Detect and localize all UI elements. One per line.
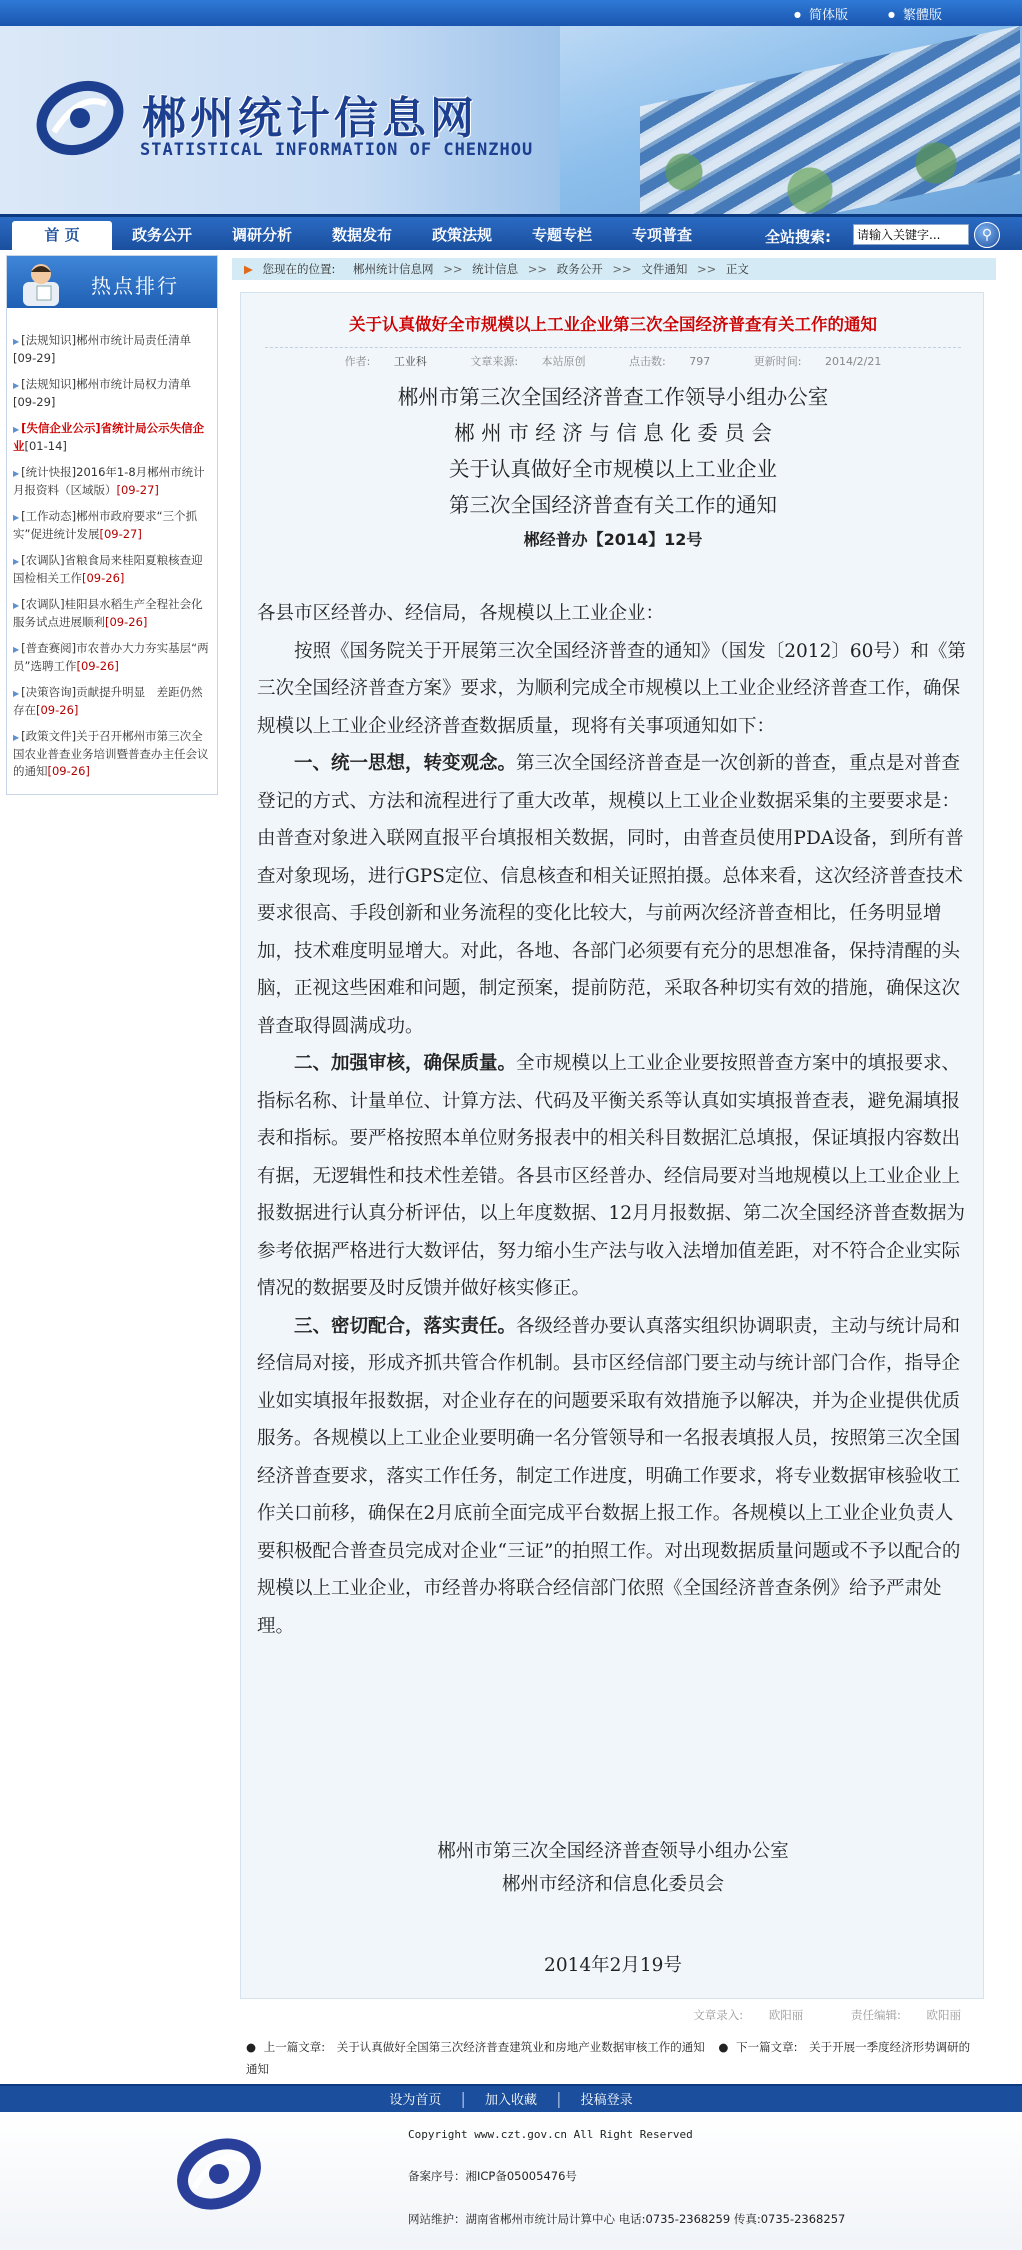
site-title: 郴州统计信息网: [142, 93, 478, 144]
breadcrumb-gov-affairs-link[interactable]: 政务公开: [556, 262, 603, 276]
submit-login-link[interactable]: 投稿登录: [580, 2093, 633, 2108]
hot-item-title[interactable]: [政策文件]关于召开郴州市第三次全国农业普查业务培训暨普查办主任会议的通知: [13, 729, 209, 778]
hot-item-date: [09-29]: [13, 395, 56, 409]
recorder-value: 欧阳丽: [768, 2008, 804, 2022]
author-value: 工业科: [393, 355, 427, 368]
add-favorite-link[interactable]: 加入收藏: [484, 2093, 537, 2108]
document-number: 郴经普办【2014】12号: [523, 530, 703, 549]
section-paragraph: [257, 1045, 969, 1308]
search-button[interactable]: [974, 222, 1000, 248]
footer-separator: |: [460, 2089, 466, 2108]
hot-list-item[interactable]: [11, 420, 213, 455]
breadcrumb-separator: >>: [443, 262, 463, 276]
lang-traditional-link[interactable]: ● 繁體版: [888, 4, 942, 23]
next-article-link[interactable]: 关于开展一季度经济形势调研的通知: [246, 2040, 971, 2076]
sidebar-title: 热点排行: [91, 274, 179, 298]
hot-item-date: [01-14]: [24, 439, 67, 453]
icp-text: 备案序号：湘ICP备05005476号: [408, 2169, 577, 2183]
footer-separator: |: [556, 2089, 562, 2108]
site-footer: [0, 2112, 1022, 2250]
hot-item-title[interactable]: [农调队]省粮食局来桂阳夏粮核查迎国检相关工作: [13, 553, 203, 585]
hot-item-title[interactable]: [农调队]桂阳县水稻生产全程社会化服务试点进展顺利: [13, 597, 203, 629]
set-homepage-link[interactable]: 设为首页: [389, 2093, 442, 2108]
breadcrumb-home-link[interactable]: 郴州统计信息网: [353, 262, 434, 276]
search-input[interactable]: [853, 224, 969, 245]
section-heading: 一、统一思想，转变观念。: [294, 753, 517, 774]
site-subtitle: STATISTICAL INFORMATION OF CHENZHOU: [140, 140, 534, 160]
updated-label: 更新时间:: [753, 355, 802, 368]
search-label: 全站搜索:: [765, 228, 831, 246]
copyright-text: Copyright www.czt.gov.cn All Right Reserved: [408, 2128, 693, 2141]
hot-list-item[interactable]: [11, 728, 213, 780]
hot-item-date: [09-26]: [47, 764, 90, 778]
list-bullet-icon: ▶: [13, 513, 20, 522]
site-banner: [0, 26, 1022, 214]
section-paragraph: [257, 745, 969, 1045]
hot-list-item[interactable]: [11, 464, 213, 499]
breadcrumb-separator: >>: [696, 262, 717, 276]
banner-trees-image: [600, 136, 1020, 214]
hot-item-title[interactable]: [失信企业公示]省统计局公示失信企业: [13, 421, 205, 453]
top-strip: [0, 0, 1022, 26]
nav-policies-regulations[interactable]: 政策法规: [431, 226, 492, 244]
section-heading: 三、密切配合，落实责任。: [294, 1315, 517, 1337]
section-paragraph: [257, 1308, 969, 1646]
author-label: 作者:: [344, 355, 371, 368]
nav-government-affairs[interactable]: 政务公开: [131, 226, 192, 244]
hot-list-item[interactable]: [11, 640, 213, 675]
hot-item-title[interactable]: [决策咨询]贡献提升明显 差距仍然存在: [13, 685, 203, 717]
nav-research-analysis[interactable]: 调研分析: [231, 226, 292, 244]
list-bullet-icon: ▶: [13, 557, 20, 566]
list-bullet-icon: ▶: [13, 381, 20, 390]
article-title: 关于认真做好全市规模以上工业企业第三次全国经济普查有关工作的通知: [349, 315, 877, 334]
sidebar-header: [7, 256, 217, 308]
hot-list-item[interactable]: [11, 376, 213, 411]
hot-item-date: [09-26]: [105, 615, 148, 629]
nav-special-columns[interactable]: 专题专栏: [531, 226, 592, 244]
issuer-line-2: 郴 州 市 经 济 与 信 息 化 委 员 会: [454, 421, 772, 445]
list-bullet-icon: ▶: [13, 425, 20, 434]
section-heading: 二、加强审核，确保质量。: [294, 1053, 517, 1074]
hot-item-date: [09-26]: [36, 703, 79, 717]
document-body: [257, 595, 969, 1645]
hot-list-item[interactable]: [11, 332, 213, 367]
hot-item-date: [09-26]: [82, 571, 125, 585]
source-label: 文章来源:: [470, 355, 519, 368]
updated-value: 2014/2/21: [824, 355, 882, 368]
hot-list-item[interactable]: [11, 552, 213, 587]
language-links: [794, 4, 942, 23]
footer-info: [408, 2128, 845, 2250]
nav-special-census[interactable]: 专项普查: [631, 226, 692, 244]
breadcrumb-notices-link[interactable]: 文件通知: [641, 262, 688, 276]
article-meta: [241, 353, 985, 369]
section-text: 全市规模以上工业企业要按照普查方案中的填报要求、指标名称、计量单位、计算方法、代码及平衡关系等认真如实填报普查表，避免漏填报表和指标。要严格按照本单位财务报表中的相关科目数据汇总填报，保证填报内容数出有据，无逻辑性和技术性差错。各县市区经普办、经信局要对当地规模以上工业企业上报数据进行认真分析评估，以上年度数据、12月月报数据、第二次全国经济普查数据为参考依据严格进行大数评估，努力缩小生产法与收入法增加值差距，对不符合企业实际情况的数据要及时反馈并做好核实修正。: [257, 1053, 966, 1299]
section-text: 第三次全国经济普查是一次创新的普查，重点是对普查登记的方式、方法和流程进行了重大改革，规模以上工业企业数据采集的主要要求是：由普查对象进入联网直报平台填报相关数据，同时，由普查员使用PDA设备，到所有普查对象现场，进行GPS定位、信息核查和相关证照拍摄。总体来看，这次经济普查技术要求很高、手段创新和业务流程的变化比较大，与前两次经济普查相比，任务明显增加，技术难度明显增大。对此，各地、各部门必须要有充分的思想准备，保持清醒的头脑，正视这些困难和问题，制定预案，提前防范，采取各种切实有效的措施，确保这次普查取得圆满成功。: [257, 753, 964, 1037]
list-bullet-icon: ▶: [13, 645, 20, 654]
list-bullet-icon: ▶: [13, 689, 20, 698]
breadcrumb-current: 正文: [725, 262, 749, 276]
nav-data-release[interactable]: 数据发布: [331, 226, 392, 244]
maintenance-text: 网站维护：湖南省郴州市统计局计算中心 电话:0735-2368259 传真:0735-2368257: [408, 2212, 846, 2226]
recorder-label: 文章录入:: [693, 2008, 744, 2022]
section-text: 各级经普办要认真落实组织协调职责，主动与统计局和经信局对接，形成齐抓共管合作机制。县市区经信部门要主动与统计部门合作，指导企业如实填报年报数据，对企业存在的问题要采取有效措施予以解决，并为企业提供优质服务。各规模以上工业企业要明确一名分管领导和一名报表填报人员，按照第三次全国经济普查要求，落实工作任务，制定工作进度，明确工作要求，将专业数据审核验收工作关口前移，确保在2月底前全面完成平台数据上报工作。各规模以上工业企业负责人要积极配合普查员完成对企业“三证”的拍照工作。对出现数据质量问题或不予以配合的规模以上工业企业，市经普办将联合经信部门依照《全国经济普查条例》给予严肃处理。: [257, 1315, 961, 1637]
hot-item-title[interactable]: [普查赛阅]市农普办大力夯实基层“两员”选聘工作: [13, 641, 209, 673]
doc-subject-line-1: 关于认真做好全市规模以上工业企业: [449, 457, 777, 481]
hot-list-item[interactable]: [11, 684, 213, 719]
hits-value: 797: [689, 355, 711, 368]
hot-item-date: [09-27]: [116, 483, 159, 497]
breadcrumb-separator: >>: [612, 262, 632, 276]
list-bullet-icon: ▶: [13, 337, 20, 346]
reader-avatar-icon: [19, 260, 63, 306]
breadcrumb-stats-info-link[interactable]: 统计信息: [472, 262, 519, 276]
footer-logo-icon: [172, 2130, 266, 2218]
hot-list-item[interactable]: [11, 508, 213, 543]
lang-simplified-link[interactable]: ● 简体版: [794, 4, 848, 23]
sign-date: 2014年2月19号: [544, 1955, 682, 1976]
hot-ranking-sidebar: [6, 255, 218, 795]
list-bullet-icon: ▶: [13, 733, 20, 742]
salutation: 各县市区经普办、经信局，各规模以上工业企业：: [257, 603, 665, 624]
hot-ranking-list: [7, 308, 217, 780]
source-value: 本站原创: [541, 355, 586, 368]
hot-item-title[interactable]: [法规知识]郴州市统计局权力清单: [21, 377, 192, 391]
site-logo-icon: [34, 72, 126, 164]
signatures: [241, 1835, 985, 1901]
hot-item-date: [09-27]: [99, 527, 142, 541]
prev-article-link[interactable]: 关于认真做好全国第三次经济普查建筑业和房地产业数据审核工作的通知: [336, 2040, 705, 2054]
next-label: 下一篇文章:: [736, 2040, 798, 2054]
hot-list-item[interactable]: [11, 596, 213, 631]
title-divider: [265, 347, 961, 348]
list-bullet-icon: ▶: [13, 601, 20, 610]
article-panel: [240, 292, 984, 2022]
hot-item-date: [09-26]: [76, 659, 119, 673]
hot-item-title[interactable]: [法规知识]郴州市统计局责任清单: [21, 333, 192, 347]
prev-next-nav: [246, 2036, 976, 2080]
list-bullet-icon: ▶: [13, 469, 20, 478]
nav-home[interactable]: 首 页: [12, 221, 112, 253]
document-header: [241, 379, 985, 523]
search-icon: ⚲: [981, 227, 993, 243]
breadcrumb: [232, 258, 996, 280]
intro-paragraph: 按照《国务院关于开展第三次全国经济普查的通知》（国发〔2012〕60号）和《第三次全国经济普查方案》要求，为顺利完成全市规模以上工业企业经济普查工作，确保规模以上工业企业经济普查数据质量，现将有关事项通知如下：: [257, 640, 966, 737]
hot-item-date: [09-29]: [13, 351, 56, 365]
breadcrumb-arrow-icon: ▶: [244, 262, 253, 276]
breadcrumb-label: 您现在的位置:: [262, 262, 336, 276]
doc-subject-line-2: 第三次全国经济普查有关工作的通知: [449, 493, 777, 517]
bullet-icon: ●: [246, 2040, 257, 2054]
prev-label: 上一篇文章:: [263, 2040, 326, 2054]
hits-label: 点击数:: [629, 355, 666, 368]
editor-label: 责任编辑:: [850, 2008, 901, 2022]
signer-1: 郴州市第三次全国经济普查领导小组办公室: [437, 1841, 789, 1862]
footer-links: [0, 2084, 1022, 2112]
issuer-line-1: 郴州市第三次全国经济普查工作领导小组办公室: [397, 385, 829, 409]
article-recorders: [649, 2007, 961, 2023]
hot-item-title[interactable]: [统计快报]2016年1-8月郴州市统计月报资料（区域版）: [13, 465, 205, 497]
bullet-icon: ●: [718, 2040, 729, 2054]
editor-value: 欧阳丽: [926, 2008, 961, 2022]
breadcrumb-separator: >>: [527, 262, 548, 276]
signer-2: 郴州市经济和信息化委员会: [501, 1874, 724, 1895]
main-nav: [0, 214, 1022, 250]
hot-item-title[interactable]: [工作动态]郴州市政府要求“三个抓实”促进统计发展: [13, 509, 198, 541]
